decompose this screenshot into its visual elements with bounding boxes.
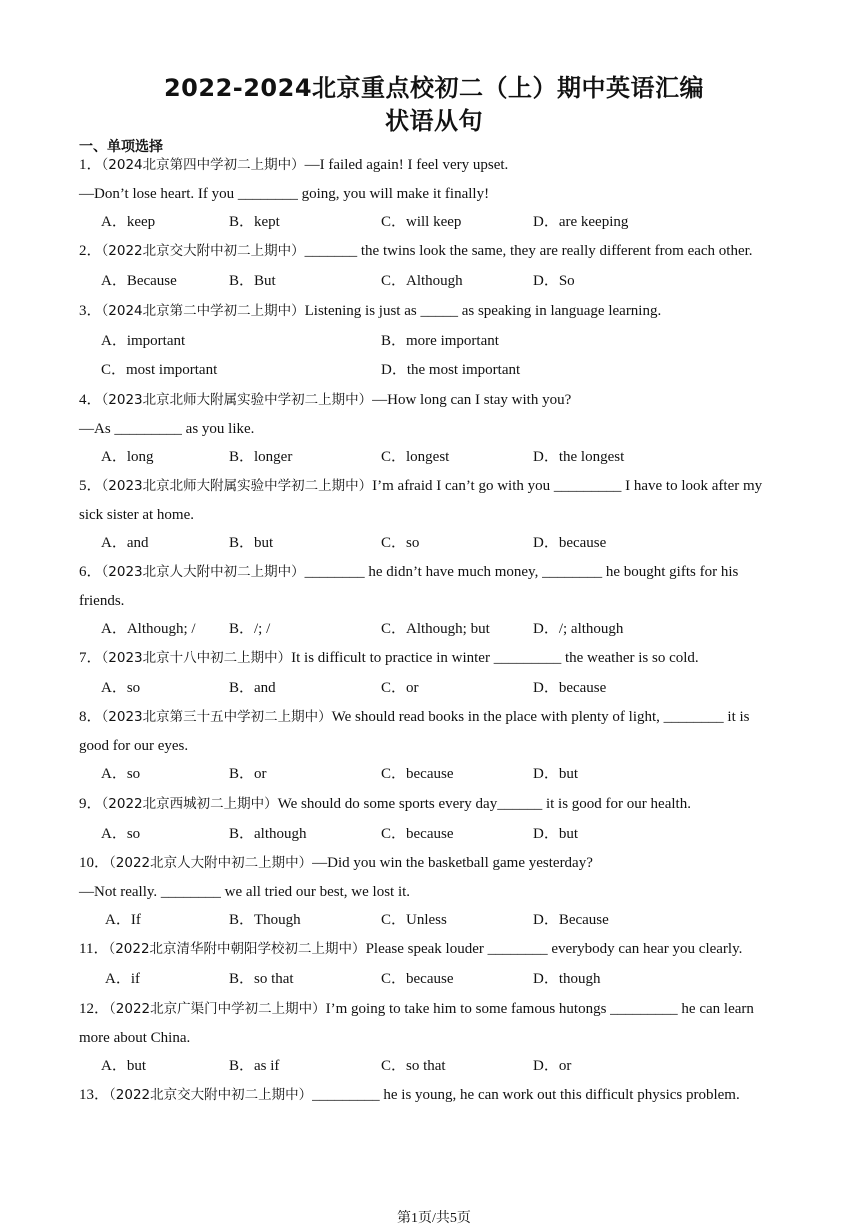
q11-option-d: D．though [533,971,601,987]
q3-option-b: B．more important [381,333,499,349]
q9-option-d: D．but [533,826,579,842]
question-13: 13．（2022北京交大附中初二上期中）_________ he is young, he can work out this difficult physics problem. [79,1087,740,1103]
q9-option-b: B．although [229,826,307,842]
q5-option-c: C．so [381,535,420,551]
q8-option-d: D．but [533,766,579,782]
q1-option-a: A．keep [101,214,156,230]
q11-option-b: B．so that [229,971,294,987]
question-4-line2: —As _________ as you like. [79,421,255,437]
q9-option-a: A．so [101,826,141,842]
q4-option-a: A．long [101,449,154,465]
q10-option-c: C．Unless [381,912,447,928]
q1-option-b: B．kept [229,214,280,230]
document-title: 2022-2024北京重点校初二（上）期中英语汇编 [163,74,705,102]
q7-option-b: B．and [229,680,276,696]
question-5-line2: sick sister at home. [79,507,194,523]
question-11: 11．（2022北京清华附中朝阳学校初二上期中）Please speak louder ________ everybody can hear you clearly. [79,941,743,957]
question-10: 10．（2022北京人大附中初二上期中）—Did you win the basketball game yesterday? [79,855,593,871]
question-6: 6．（2023北京人大附中初二上期中）________ he didn’t have much money, ________ he bought gifts for his [79,564,739,580]
question-8: 8．（2023北京第三十五中学初二上期中）We should read books in the place with plenty of light, ________ it is [79,709,750,725]
q8-option-b: B．or [229,766,267,782]
q11-option-c: C．because [381,971,454,987]
q8-option-c: C．because [381,766,454,782]
q3-option-a: A．important [101,333,186,349]
question-1: 1．（2024北京第四中学初二上期中）—I failed again! I feel very upset. [79,157,509,173]
question-1-line2: —Don’t lose heart. If you ________ going, you will make it finally! [79,186,490,202]
question-5: 5．（2023北京北师大附属实验中学初二上期中）I’m afraid I can’t go with you _________ I have to look after my [79,478,763,494]
q7-option-d: D．because [533,680,607,696]
question-6-line2: friends. [79,593,125,609]
q4-option-b: B．longer [229,449,293,465]
q2-option-c: C．Although [381,273,463,289]
question-10-line2: —Not really. ________ we all tried our best, we lost it. [79,884,411,900]
q10-option-a: A．If [105,912,141,928]
q3-option-d: D．the most important [381,362,521,378]
q8-option-a: A．so [101,766,141,782]
q5-option-d: D．because [533,535,607,551]
q10-option-b: B．Though [229,912,301,928]
q9-option-c: C．because [381,826,454,842]
question-12-line2: more about China. [79,1030,191,1046]
question-2: 2．（2022北京交大附中初二上期中）_______ the twins look the same, they are really different from each other. [79,243,753,259]
q2-option-b: B．But [229,273,276,289]
question-7: 7．（2023北京十八中初二上期中）It is difficult to practice in winter _________ the weather is so cold. [79,650,699,666]
q4-option-d: D．the longest [533,449,625,465]
question-9: 9．（2022北京西城初二上期中）We should do some sports every day______ it is good for our health. [79,796,691,812]
question-3: 3．（2024北京第二中学初二上期中）Listening is just as _____ as speaking in language learning. [79,303,662,319]
q6-option-b: B．/; / [229,621,271,637]
question-12: 12．（2022北京广渠门中学初二上期中）I’m going to take him to some famous hutongs _________ he can learn [79,1001,754,1017]
q7-option-a: A．so [101,680,141,696]
document-subtitle: 状语从句 [385,107,483,135]
q7-option-c: C．or [381,680,419,696]
q12-option-b: B．as if [229,1058,280,1074]
q12-option-a: A．but [101,1058,147,1074]
q5-option-b: B．but [229,535,274,551]
question-8-line2: good for our eyes. [79,738,189,754]
q3-option-c: C．most important [101,362,218,378]
q2-option-d: D．So [533,273,575,289]
q1-option-d: D．are keeping [533,214,629,230]
q5-option-a: A．and [101,535,149,551]
q6-option-c: C．Although; but [381,621,490,637]
q12-option-c: C．so that [381,1058,446,1074]
q4-option-c: C．longest [381,449,450,465]
question-4: 4．（2023北京北师大附属实验中学初二上期中）—How long can I stay with you? [79,392,572,408]
q6-option-a: A．Although; / [101,621,196,637]
page-number: 第1页/共5页 [397,1211,471,1226]
q2-option-a: A．Because [101,273,177,289]
q6-option-d: D．/; although [533,621,624,637]
q1-option-c: C．will keep [381,214,462,230]
q12-option-d: D．or [533,1058,572,1074]
section-heading: 一、单项选择 [79,139,163,155]
q10-option-d: D．Because [533,912,609,928]
q11-option-a: A．if [105,971,140,987]
